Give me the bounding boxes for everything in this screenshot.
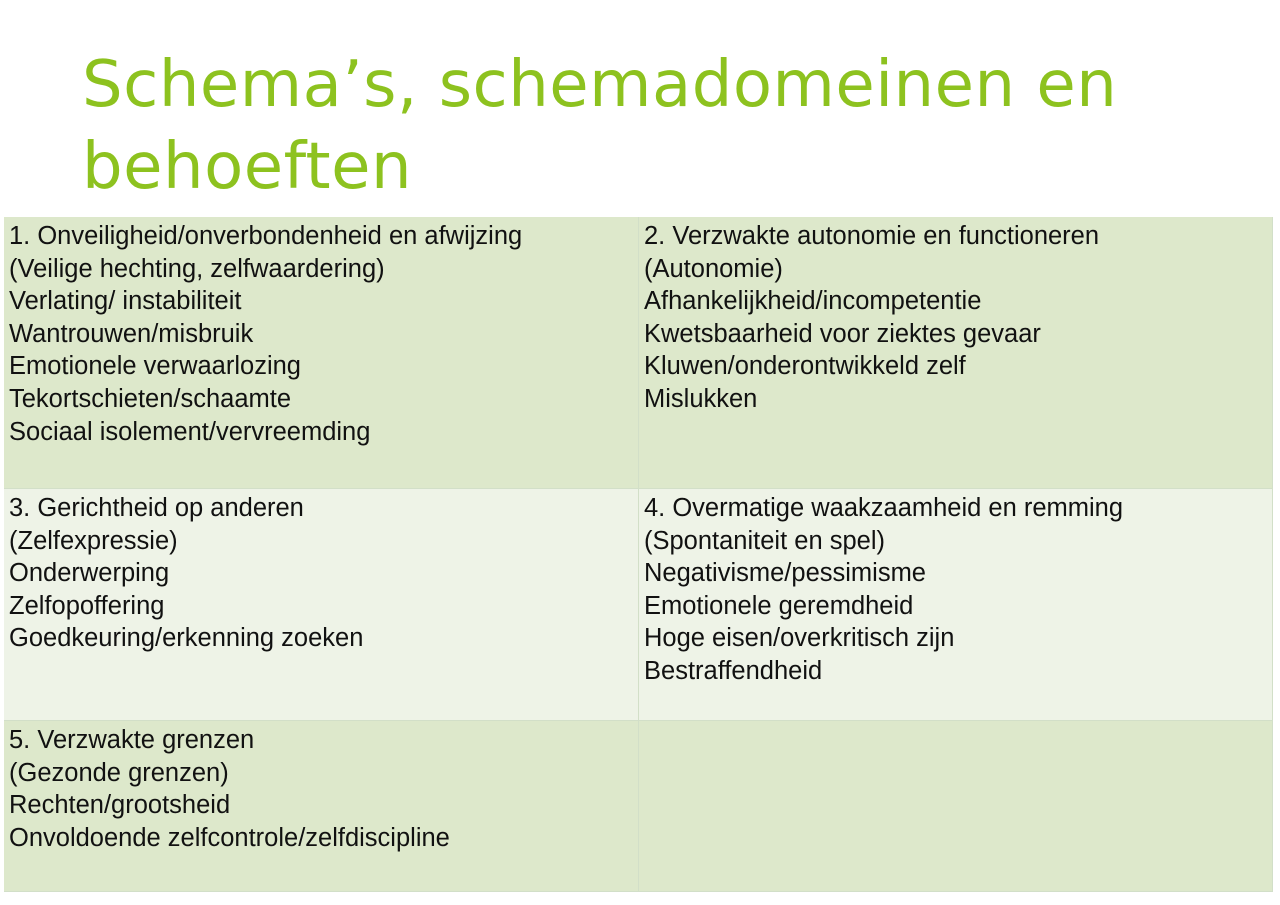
schema-item: Verlating/ instabiliteit bbox=[9, 287, 242, 316]
domain-heading: 3. Gerichtheid op anderen bbox=[9, 494, 304, 522]
domain-need: (Gezonde grenzen) bbox=[9, 758, 229, 787]
domain-heading: 1. Onveiligheid/onverbondenheid en afwijzing bbox=[9, 222, 523, 250]
schema-item: Rechten/grootsheid bbox=[9, 791, 231, 820]
domain-cell-5 bbox=[4, 721, 639, 892]
schema-item: Emotionele verwaarlozing bbox=[9, 352, 301, 381]
domain-need: (Autonomie) bbox=[644, 254, 783, 283]
domain-cell-2 bbox=[639, 217, 1273, 489]
slide-title-line-1: Schema’s, schemadomeinen en bbox=[82, 48, 1118, 122]
schema-item: Negativisme/pessimisme bbox=[644, 559, 926, 588]
domain-heading: 2. Verzwakte autonomie en functioneren bbox=[644, 222, 1100, 250]
domain-cell-3 bbox=[4, 489, 639, 721]
domain-need: (Spontaniteit en spel) bbox=[644, 526, 885, 555]
domain-need: (Veilige hechting, zelfwaardering) bbox=[9, 254, 385, 283]
schema-item: Kwetsbaarheid voor ziektes gevaar bbox=[644, 319, 1041, 348]
schema-item: Sociaal isolement/vervreemding bbox=[9, 417, 371, 446]
domain-cell-1 bbox=[4, 217, 639, 489]
domain-cell-4 bbox=[639, 489, 1273, 721]
schema-item: Hoge eisen/overkritisch zijn bbox=[644, 624, 955, 653]
schema-item: Goedkeuring/erkenning zoeken bbox=[9, 624, 364, 653]
schema-item: Mislukken bbox=[644, 384, 758, 413]
slide-title bbox=[82, 44, 1232, 208]
empty-cell bbox=[639, 721, 1273, 892]
schema-item: Bestraffendheid bbox=[644, 656, 823, 685]
domain-heading: 5. Verzwakte grenzen bbox=[9, 726, 255, 754]
schema-item: Emotionele geremdheid bbox=[644, 591, 914, 620]
schema-item: Kluwen/onderontwikkeld zelf bbox=[644, 352, 966, 381]
domain-heading: 4. Overmatige waakzaamheid en remming bbox=[644, 494, 1124, 522]
schema-item: Onvoldoende zelfcontrole/zelfdiscipline bbox=[9, 823, 450, 852]
schema-item: Afhankelijkheid/incompetentie bbox=[644, 287, 982, 316]
schema-item: Tekortschieten/schaamte bbox=[9, 384, 292, 413]
schema-domains-table bbox=[4, 217, 1273, 892]
domain-need: (Zelfexpressie) bbox=[9, 526, 178, 555]
schema-item: Wantrouwen/misbruik bbox=[9, 319, 254, 348]
slide-title-line-2: behoeften bbox=[82, 130, 413, 204]
schema-item: Zelfopoffering bbox=[9, 591, 165, 620]
schema-item: Onderwerping bbox=[9, 559, 170, 588]
